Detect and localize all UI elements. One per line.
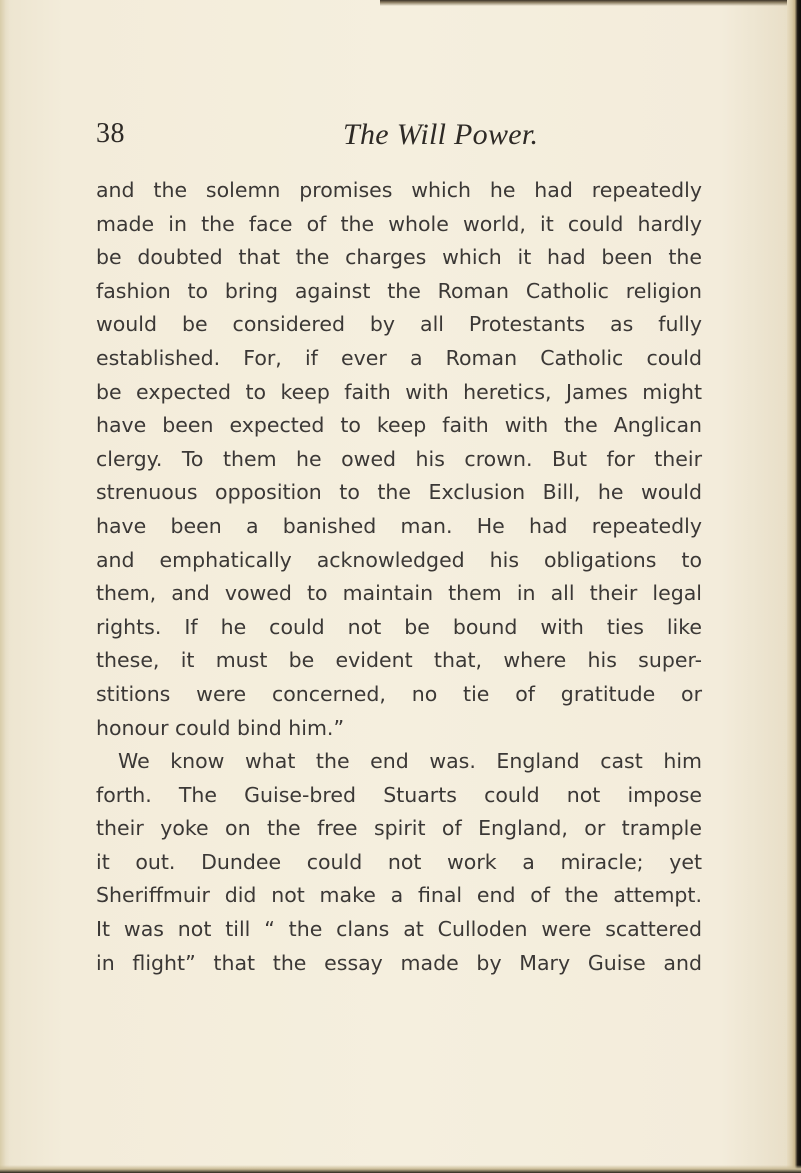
- text-line: Sheriffmuir did not make a final end of the attempt.: [96, 883, 702, 908]
- page-number: 38: [96, 118, 125, 149]
- text-line: be expected to keep faith with heretics, James might: [96, 379, 702, 404]
- text-line: be doubted that the charges which it had been the: [96, 245, 702, 270]
- running-title: The Will Power.: [343, 118, 539, 151]
- text-line: it out. Dundee could not work a miracle; yet: [96, 849, 702, 874]
- text-line: fashion to bring against the Roman Catholic religion: [96, 278, 702, 303]
- running-header: [96, 118, 696, 158]
- text-line: and emphatically acknowledged his obligations to: [96, 547, 702, 572]
- text-line: We know what the end was. England cast him: [118, 749, 702, 774]
- text-line: rights. If he could not be bound with ties like: [96, 614, 702, 639]
- text-line: in flight” that the essay made by Mary Guise and: [96, 950, 702, 975]
- text-line: made in the face of the whole world, it could hardly: [96, 211, 702, 236]
- text-line: clergy. To them he owed his crown. But for their: [96, 446, 702, 471]
- text-line: It was not till “ the clans at Culloden were scattered: [96, 917, 702, 942]
- text-line: their yoke on the free spirit of England, or trample: [96, 816, 702, 841]
- page-bottom-edge: [0, 1165, 801, 1173]
- text-line: established. For, if ever a Roman Catholic could: [96, 345, 702, 370]
- text-line: forth. The Guise-bred Stuarts could not impose: [96, 782, 702, 807]
- text-line: and the solemn promises which he had repeatedly: [96, 178, 702, 202]
- body-text: [96, 174, 702, 980]
- page-right-edge: [787, 0, 801, 1173]
- text-line: honour could bind him.”: [96, 715, 345, 740]
- text-line: strenuous opposition to the Exclusion Bill, he would: [96, 480, 702, 505]
- text-line: have been expected to keep faith with the Anglican: [96, 413, 702, 438]
- text-line: these, it must be evident that, where his super-: [96, 648, 702, 673]
- text-line: would be considered by all Protestants as fully: [96, 312, 702, 337]
- text-line: stitions were concerned, no tie of gratitude or: [96, 681, 702, 706]
- page-left-edge: [0, 0, 10, 1173]
- text-line: have been a banished man. He had repeatedly: [96, 513, 702, 538]
- text-line: them, and vowed to maintain them in all their legal: [96, 581, 702, 606]
- page-top-edge: [380, 0, 801, 6]
